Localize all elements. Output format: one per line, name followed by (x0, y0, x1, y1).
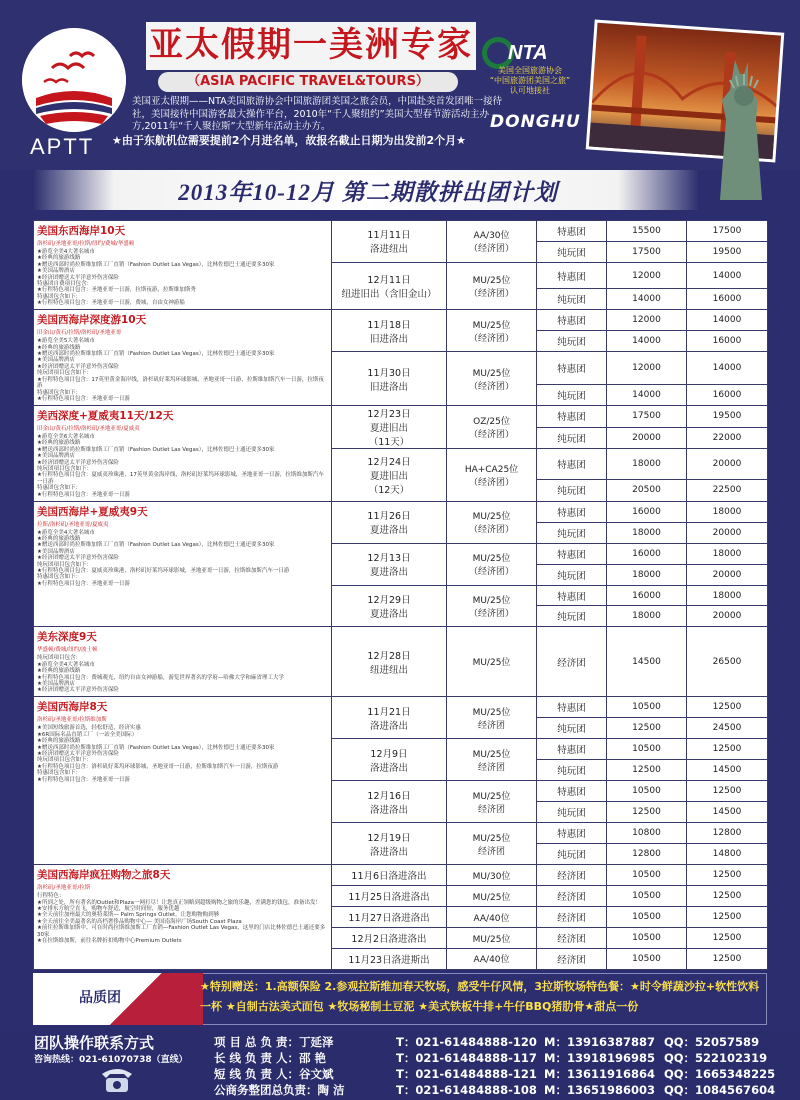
airline-seats: MU/25位 （经济团） (447, 543, 537, 585)
tour-description: 纯玩团项目包含： ★游览全美4大著名城市 ★经典的旅游线路 ★行程特色项目包含：费城观光，纽约自由女神游船，游览世界著名的学府—哈佛大学和麻省理工大学 ★美国品牌酒店 ★经济团赠送太平洋意外伤害保险 (37, 655, 284, 694)
price-alt: 19500 (687, 405, 768, 427)
quality-tour-label: 品质团 (79, 990, 121, 1006)
tour-type: 纯玩团 (537, 760, 607, 781)
price-alt: 20000 (687, 522, 768, 543)
airline-seats: MU/25位 经济团 (447, 739, 537, 781)
departure-date: 12月9日 洛进洛出 (332, 739, 447, 781)
price-alt: 22000 (687, 427, 768, 449)
tour-route: 洛杉矶/圣地亚哥/拉斯/纽约/费城/华盛顿 (37, 241, 135, 247)
tour-route: 拉斯/洛杉矶/圣地亚哥/夏威夷 (37, 521, 109, 528)
contact-row (214, 1082, 784, 1098)
price-standard: 18000 (607, 522, 687, 543)
contact-mobile: M：13651986003 (544, 1083, 655, 1097)
tour-type: 经济团 (537, 627, 607, 697)
price-alt: 16000 (687, 289, 768, 310)
airline-seats: AA/40位 (447, 907, 537, 928)
price-alt: 14500 (687, 760, 768, 781)
tour-type: 特惠团 (537, 449, 607, 480)
departure-date: 12月11日 纽进旧出（含旧金山） (332, 262, 447, 309)
statue-of-liberty-icon (700, 60, 790, 200)
tour-name: 美东深度9天 (37, 631, 97, 644)
contact-tel: T：021-61484888-121 (396, 1067, 537, 1081)
price-alt: 22500 (687, 480, 768, 502)
logo-icon (22, 28, 126, 132)
contact-row (214, 1066, 784, 1082)
tour-type: 特惠团 (537, 405, 607, 427)
hotline: 咨询热线：021-61070738（直线） (34, 1055, 188, 1065)
price-standard: 18000 (607, 606, 687, 627)
price-standard: 16000 (607, 585, 687, 606)
price-standard: 12500 (607, 760, 687, 781)
departure-date: 11月18日 旧进洛出 (332, 310, 447, 352)
price-standard: 14000 (607, 384, 687, 405)
contact-mobile: M：13611916864 (544, 1067, 655, 1081)
price-standard: 10500 (607, 865, 687, 886)
telephone-icon (100, 1064, 134, 1094)
price-alt: 18000 (687, 501, 768, 522)
tour-type: 特惠团 (537, 221, 607, 242)
tour-type: 纯玩团 (537, 331, 607, 352)
tour-type: 特惠团 (537, 501, 607, 522)
tour-cell (34, 697, 332, 865)
tour-cell (34, 865, 332, 970)
departure-date: 12月24日 夏进旧出 （12天） (332, 449, 447, 501)
schedule-table (33, 220, 767, 970)
price-alt: 14500 (687, 802, 768, 823)
tour-type: 纯玩团 (537, 241, 607, 262)
tour-cell (34, 627, 332, 697)
contact-tel: T：021-61484888-117 (396, 1051, 537, 1065)
price-alt: 12800 (687, 823, 768, 844)
price-alt: 16000 (687, 384, 768, 405)
departure-date: 12月29日 夏进洛出 (332, 585, 447, 627)
tour-description: 行程特色： ★所到之处，所有著名的Outlet和Plaza一网打尽！让您真正领略到超级购物之旅的乐趣，差满您的钱包，准备出发！ ★安排东方航空直飞，购物车舒适，航空时间短，服务优越 ★全天前往加州最大的奥特莱斯— Palm Springs Outlet。让您购物购到够 ★全天前往全美最著名的高档奢侈品购物中心— 美国南海岸广场South Coast Plaza ★前往拉斯维加斯中、可在时尚拉斯维加斯工厂直销—Fashion Outlet Las Vegas，这里的门店比林佐德巴士通还要多30家 ★在拉斯维加斯，前往名牌折扣购物中心Premium Outlets (37, 893, 326, 944)
price-alt: 19500 (687, 241, 768, 262)
airline-seats: MU/25位 （经济团） (447, 262, 537, 309)
tour-type: 特惠团 (537, 739, 607, 760)
price-alt: 18000 (687, 543, 768, 564)
tour-type: 特惠团 (537, 310, 607, 331)
price-alt: 14000 (687, 310, 768, 331)
departure-date: 11月26日 夏进洛出 (332, 501, 447, 543)
tour-type: 特惠团 (537, 543, 607, 564)
logo-text: APTT (30, 134, 95, 159)
aptt-logo (22, 28, 126, 132)
contact-role: 短 线 负 责 人：谷文斌 (214, 1067, 334, 1081)
price-standard: 14000 (607, 331, 687, 352)
tour-type: 纯玩团 (537, 718, 607, 739)
departure-date: 12月16日 洛进洛出 (332, 781, 447, 823)
airline-seats: MU/25位 经济团 (447, 781, 537, 823)
tour-cell (34, 221, 332, 310)
tour-type: 纯玩团 (537, 289, 607, 310)
contact-mobile: M：13916387887 (544, 1035, 655, 1049)
price-alt: 14800 (687, 844, 768, 865)
tour-cell (34, 405, 332, 501)
tour-type: 纯玩团 (537, 564, 607, 585)
departure-date: 11月23日洛进斯出 (332, 948, 447, 969)
airline-seats: MU/25位 (447, 627, 537, 697)
tour-type: 经济团 (537, 865, 607, 886)
airline-seats: MU/25位 (447, 886, 537, 907)
table-row (34, 627, 768, 697)
airline-seats: MU/25位 （经济团） (447, 501, 537, 543)
tour-route: 华盛顿/费城/纽约/波士顿 (37, 647, 98, 654)
nta-caption: 美国全国旅游协会 “中国旅游团美国之旅” 认可地接社 (489, 66, 571, 95)
tour-name: 美国西海岸8天 (37, 701, 108, 714)
tour-type: 纯玩团 (537, 844, 607, 865)
price-standard: 12000 (607, 310, 687, 331)
price-alt: 12500 (687, 928, 768, 949)
price-standard: 20500 (607, 480, 687, 502)
price-standard: 10500 (607, 886, 687, 907)
table-row (34, 221, 768, 242)
airline-seats: MU/30位 (447, 865, 537, 886)
contact-row (214, 1050, 784, 1066)
tour-type: 经济团 (537, 886, 607, 907)
airline-seats: MU/25位 （经济团） (447, 585, 537, 627)
departure-date: 11月21日 洛进洛出 (332, 697, 447, 739)
price-alt: 12500 (687, 781, 768, 802)
contact-role: 长 线 负 责 人：邵 艳 (214, 1051, 327, 1065)
price-alt: 20000 (687, 564, 768, 585)
price-alt: 12500 (687, 948, 768, 969)
tour-description: ★美国短线旅游首选，轻松舒适，经济实惠 ★6R国际名品直销工厂（一站全美国际） ★经典的旅游线路 ★赠送西部时尚拉斯维加斯工厂直销（Fashion Outlet Las Vegas），比林佐德巴士通还要多30家 ★经济团赠送太平洋意外伤害保险 纯玩团项目包含如下： ★行程特色项目包含：洛杉矶好莱坞环球影城，圣地亚哥一日游，拉斯维加斯汽车一日游，拉斯夜游 特惠团包含如下： ★行程特色项目包含：圣地亚哥一日游 (37, 725, 279, 783)
price-standard: 17500 (607, 405, 687, 427)
price-alt: 17500 (687, 221, 768, 242)
contact-qq: QQ：52057589 (664, 1035, 760, 1049)
tour-type: 纯玩团 (537, 384, 607, 405)
price-standard: 12500 (607, 718, 687, 739)
price-alt: 18000 (687, 585, 768, 606)
price-standard: 18000 (607, 449, 687, 480)
tour-route: 旧金山/黄石/拉斯/洛杉矶/圣地亚哥/夏威夷 (37, 425, 140, 432)
tour-type: 特惠团 (537, 585, 607, 606)
contact-mobile: M：13918196985 (544, 1051, 655, 1065)
price-standard: 10500 (607, 697, 687, 718)
price-alt: 26500 (687, 627, 768, 697)
price-standard: 10500 (607, 907, 687, 928)
airline-seats: HA+CA25位 （经济团） (447, 449, 537, 501)
contact-row (214, 1034, 784, 1050)
contact-qq: QQ：1084567604 (664, 1083, 776, 1097)
departure-date: 11月30日 旧进洛出 (332, 352, 447, 406)
tour-type: 经济团 (537, 928, 607, 949)
price-standard: 10500 (607, 781, 687, 802)
departure-date: 12月2日洛进洛出 (332, 928, 447, 949)
intro-text: 美国亚太假期——NTA美国旅游协会中国旅游团美国之旅会员，中国赴美首发团唯一接待社，美国接待中国游客最大操作平台，2010年“千人聚纽约”美国大型春节游活动主办方,2011年“千人聚拉斯”大型新年活动主办方。 (132, 96, 503, 132)
contact-qq: QQ：522102319 (664, 1051, 768, 1065)
tour-type: 特惠团 (537, 697, 607, 718)
price-standard: 10500 (607, 928, 687, 949)
tour-type: 纯玩团 (537, 802, 607, 823)
tour-route: 洛杉矶/圣地亚哥/拉斯 (37, 885, 91, 892)
price-alt: 14000 (687, 352, 768, 385)
tour-type: 纯玩团 (537, 606, 607, 627)
tour-description: ★游览全美6大著名城市 ★经典的旅游线路 ★赠送西部时尚拉斯维加斯工厂直销（Fashion Outlet Las Vegas），比林佐德巴士通还要多30家 ★美国品牌酒店 ★经济团赠送太平洋意外伤害保险 纯玩团项目包含如下： ★行程特色项目包含：夏威夷珍珠港，17英里黄金海岸线，洛杉矶好莱坞环球影城，圣地亚哥一日游，拉斯维加斯汽车一日游 特惠团包含如下： ★行程特色项目包含：圣地亚哥一日游 (37, 433, 324, 498)
price-alt: 24500 (687, 718, 768, 739)
table-row (34, 697, 768, 718)
tour-name: 美国东西海岸10天 (37, 225, 126, 237)
tour-route: 旧金山/黄石/拉斯/洛杉矶/圣地亚哥 (37, 330, 122, 337)
price-alt: 12500 (687, 697, 768, 718)
price-standard: 14000 (607, 289, 687, 310)
tour-type: 纯玩团 (537, 480, 607, 502)
airline-seats: AA/30位 （经济团） (447, 221, 537, 263)
table-row (34, 310, 768, 331)
schedule-title: 2013年10-12月 第二期散拼出团计划 (178, 180, 558, 205)
departure-date: 12月19日 洛进洛出 (332, 823, 447, 865)
price-standard: 17500 (607, 241, 687, 262)
tour-name: 美国西海岸疯狂购物之旅8天 (37, 869, 171, 882)
price-standard: 10500 (607, 739, 687, 760)
price-alt: 20000 (687, 449, 768, 480)
departure-date: 12月23日 夏进旧出 （11天） (332, 405, 447, 448)
airline-seats: MU/25位 (447, 928, 537, 949)
airline-seats: MU/25位 经济团 (447, 823, 537, 865)
tour-type: 特惠团 (537, 781, 607, 802)
departure-date: 12月13日 夏进洛出 (332, 543, 447, 585)
tour-name: 美国西海岸+夏威夷9天 (37, 505, 148, 518)
price-alt: 12500 (687, 739, 768, 760)
departure-date: 12月28日 纽进纽出 (332, 627, 447, 697)
deadline-notice: ★由于东航机位需要提前2个月进名单，故报名截止日期为出发前2个月★ (112, 134, 467, 147)
tour-description: ★游览全美4大著名城市 ★经典的旅游线路 ★赠送西部时尚拉斯维加斯工厂直销（Fashion Outlet Las Vegas），比林佐德巴士通还要多30家 ★美国品牌酒店 ★经济团赠送太平洋意外伤害保险 特惠团自费项目包含： ★行程特色项目包含：圣地亚哥一日游，拉斯夜游，拉斯维加斯秀 特惠团包含如下： ★行程特色项目包含：圣地亚哥一日游，费城，自由女神游船 (37, 249, 275, 307)
airline-seats: MU/25位 （经济团） (447, 310, 537, 352)
tour-name: 美国西海岸深度游10天 (37, 314, 147, 327)
tour-cell (34, 501, 332, 627)
tour-name: 美西深度+夏威夷11天/12天 (37, 409, 174, 422)
contact-tel: T：021-61484888-120 (396, 1035, 537, 1049)
price-standard: 10800 (607, 823, 687, 844)
contact-role: 项 目 总 负 责：丁延泽 (214, 1035, 334, 1049)
partner-logo: DONGHU (490, 112, 581, 132)
airline-seats: OZ/25位 （经济团） (447, 405, 537, 448)
price-alt: 12500 (687, 907, 768, 928)
price-standard: 16000 (607, 501, 687, 522)
price-standard: 12000 (607, 262, 687, 288)
price-alt: 16000 (687, 331, 768, 352)
page-title: 亚太假期一美洲专家 (146, 22, 476, 70)
price-standard: 10500 (607, 948, 687, 969)
tour-type: 特惠团 (537, 352, 607, 385)
price-standard: 18000 (607, 564, 687, 585)
airline-seats: MU/25位 经济团 (447, 697, 537, 739)
page-subtitle: （ASIA PACIFIC TRAVEL&TOURS） (158, 72, 458, 92)
price-standard: 15500 (607, 221, 687, 242)
departure-date: 11月6日洛进洛出 (332, 865, 447, 886)
table-row (34, 405, 768, 427)
tour-description: ★游览全美5大著名城市 ★经典的旅游线路 ★赠送西部时尚拉斯维加斯工厂直销（Fashion Outlet Las Vegas），比林佐德巴士通还要多30家 ★美国品牌酒店 ★经济团赠送太平洋意外伤害保险 纯玩团项目包含如下： ★行程特色项目包含：17英里黄金海岸线，洛杉矶好莱坞环球影城，圣地亚哥一日游，拉斯维加斯汽车一日游，拉斯夜游 特惠团包含如下： ★行程特色项目包含：圣地亚哥一日游 (37, 338, 324, 402)
table-row (34, 501, 768, 522)
tour-cell (34, 310, 332, 406)
quality-tour-badge (33, 973, 203, 1025)
contact-qq: QQ：1665348225 (664, 1067, 776, 1081)
price-standard: 12500 (607, 802, 687, 823)
svg-text:NTA: NTA (508, 42, 548, 64)
tour-type: 经济团 (537, 907, 607, 928)
airline-seats: AA/40位 (447, 948, 537, 969)
price-alt: 12500 (687, 865, 768, 886)
departure-date: 11月27日洛进洛出 (332, 907, 447, 928)
price-standard: 12800 (607, 844, 687, 865)
price-standard: 16000 (607, 543, 687, 564)
tour-type: 经济团 (537, 948, 607, 969)
airline-seats: MU/25位 （经济团） (447, 352, 537, 406)
departure-date: 11月25日洛进洛出 (332, 886, 447, 907)
tour-type: 特惠团 (537, 823, 607, 844)
table-row (34, 865, 768, 886)
tour-description: ★游览全美4大著名城市 ★经典的旅游线路 ★赠送西部时尚拉斯维加斯工厂直销（Fashion Outlet Las Vegas），比林佐德巴士通还要多30家 ★美国品牌酒店 ★经济团赠送太平洋意外伤害保险 纯玩团项目包含如下： ★行程特色项目包含：夏威夷珍珠港，洛杉矶好莱坞环球影城，圣地亚哥一日游，拉斯维加斯汽车一日游 特惠团包含如下： ★行程特色项目包含：圣地亚哥一日游 (37, 529, 290, 587)
price-alt: 12500 (687, 886, 768, 907)
special-gift-text: ★特别赠送：1.高额保险 2.参观拉斯维加春天牧场，感受牛仔风情，3拉斯牧场特色餐：★时令鲜蔬沙拉+软性饮料一杯 ★自制古法美式面包 ★牧场秘制土豆泥 ★美式铁板牛排+牛仔BBQ猪肋骨★甜点一份 (200, 980, 760, 1013)
price-alt: 20000 (687, 606, 768, 627)
price-standard: 12000 (607, 352, 687, 385)
contact-tel: T：021-61484888-108 (396, 1083, 537, 1097)
tour-type: 特惠团 (537, 262, 607, 288)
contact-role: 公商务整团总负责：陶 洁 (214, 1083, 345, 1097)
departure-date: 11月11日 洛进纽出 (332, 221, 447, 263)
price-standard: 20000 (607, 427, 687, 449)
contact-title: 团队操作联系方式 (34, 1034, 155, 1052)
tour-type: 纯玩团 (537, 522, 607, 543)
price-alt: 14000 (687, 262, 768, 288)
price-standard: 14500 (607, 627, 687, 697)
tour-type: 纯玩团 (537, 427, 607, 449)
tour-route: 洛杉矶/圣地亚哥/拉斯维加斯 (37, 717, 107, 724)
